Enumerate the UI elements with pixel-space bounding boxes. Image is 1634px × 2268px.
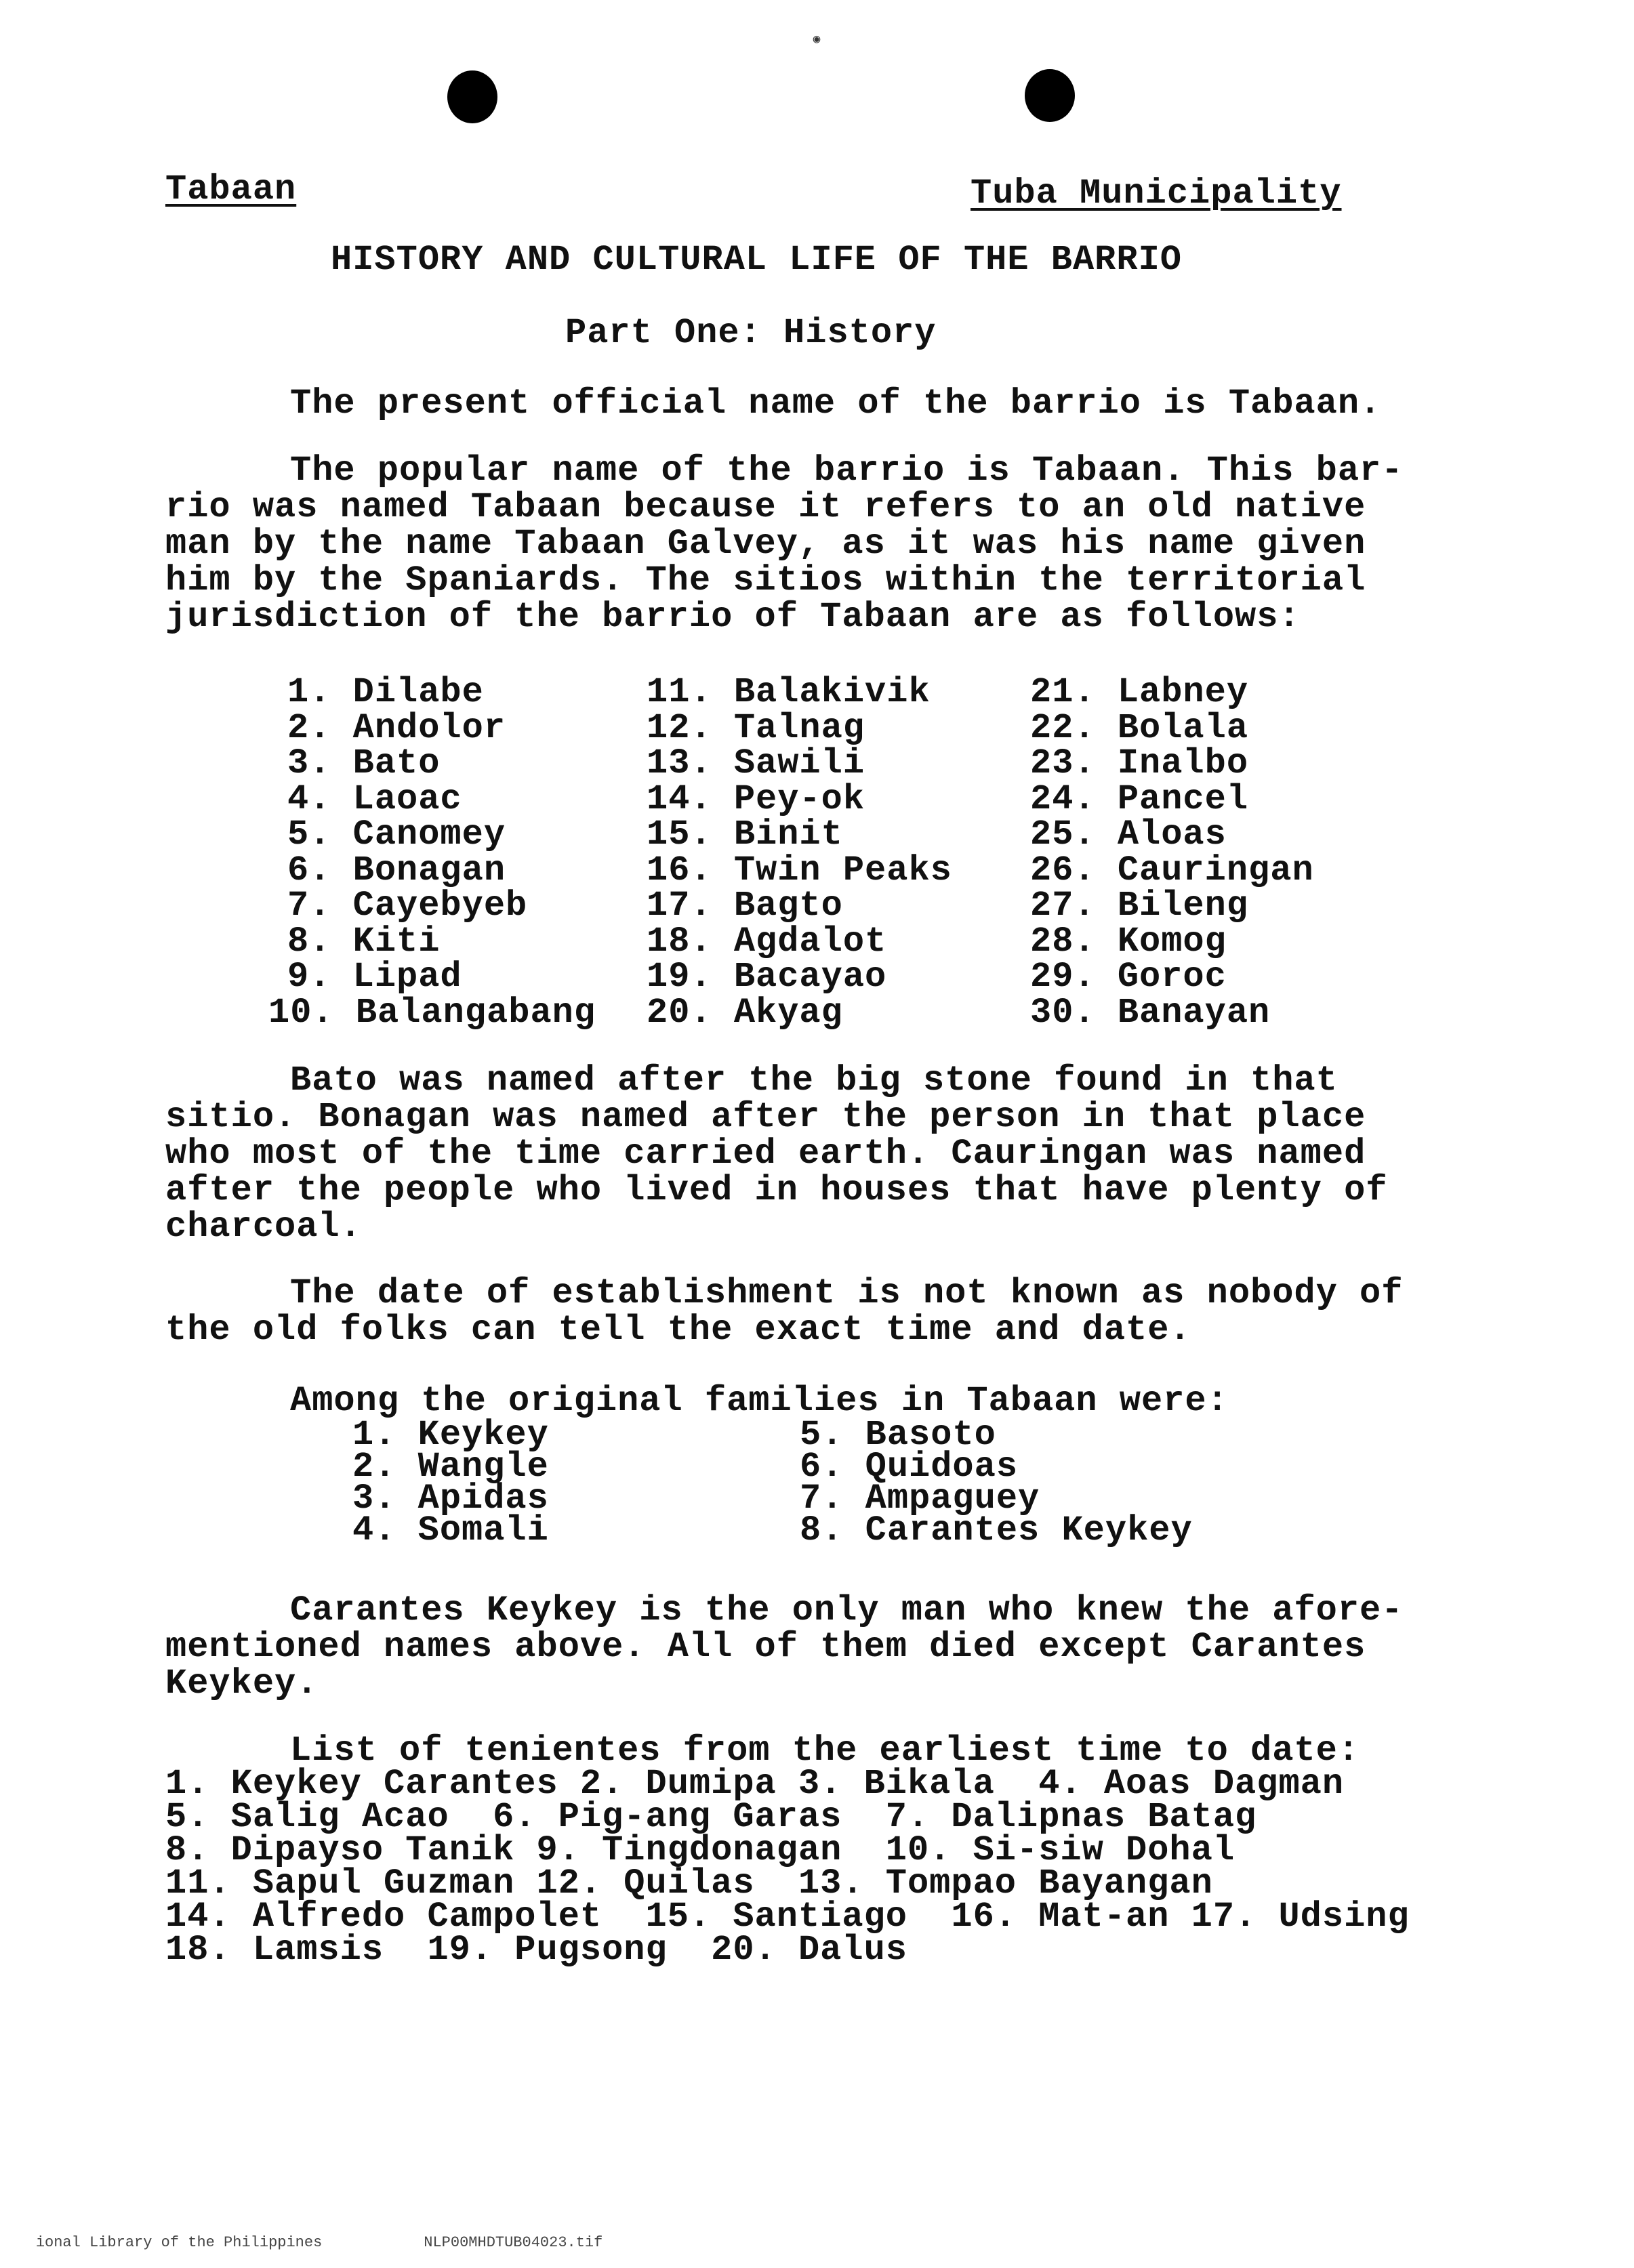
establishment-paragraph xyxy=(165,1275,1403,1348)
paragraph-line: sitio. Bonagan was named after the person in that place xyxy=(165,1097,1366,1137)
list-item: 9. Lipad xyxy=(287,957,462,997)
list-item: 3. Apidas xyxy=(352,1479,549,1519)
list-line: 18. Lamsis 19. Pugsong 20. Dalus xyxy=(165,1930,907,1970)
header-municipality: Tuba Municipality xyxy=(971,173,1342,213)
paragraph-line: The date of establishment is not known as nobody of xyxy=(290,1273,1404,1313)
list-item: 6. Bonagan xyxy=(287,850,506,890)
section-heading: Part One: History xyxy=(565,313,937,353)
paragraph-line: Bato was named after the big stone found in that xyxy=(290,1060,1338,1100)
paragraph-line: man by the name Tabaan Galvey, as it was his name given xyxy=(165,524,1366,564)
list-item: 12. Talnag xyxy=(647,707,865,748)
archive-footer xyxy=(0,2217,704,2268)
list-item: 7. Cayebyeb xyxy=(287,886,528,926)
list-item: 8. Carantes Keykey xyxy=(800,1510,1193,1550)
tenientes-list xyxy=(165,1764,1410,1970)
paragraph-line: the old folks can tell the exact time and date. xyxy=(165,1310,1191,1350)
families-list-column-1 xyxy=(352,1415,549,1550)
list-item: 19. Bacayao xyxy=(647,957,887,997)
list-item: 11. Balakivik xyxy=(647,672,931,712)
list-item: 26. Cauringan xyxy=(1030,850,1314,890)
paragraph-line: Carantes Keykey is the only man who knew the afore- xyxy=(290,1590,1404,1630)
paragraph-line: charcoal. xyxy=(165,1207,362,1247)
list-item: 28. Komog xyxy=(1030,921,1227,962)
list-item: 7. Ampaguey xyxy=(800,1479,1040,1519)
list-item: 23. Inalbo xyxy=(1030,743,1249,783)
list-item: 30. Banayan xyxy=(1030,992,1271,1033)
tenientes-intro: List of tenientes from the earliest time to date: xyxy=(290,1731,1360,1771)
list-item: 17. Bagto xyxy=(647,886,843,926)
paragraph-line: jurisdiction of the barrio of Tabaan are as follows: xyxy=(165,597,1301,637)
list-item: 4. Somali xyxy=(352,1510,549,1550)
list-item: 20. Akyag xyxy=(647,992,843,1033)
list-item: 13. Sawili xyxy=(647,743,865,783)
paragraph-line: The popular name of the barrio is Tabaan. This bar- xyxy=(290,451,1404,491)
list-line: 5. Salig Acao 6. Pig-ang Garas 7. Dalipnas Batag xyxy=(165,1797,1257,1837)
list-item: 1. Keykey xyxy=(352,1415,549,1455)
list-item: 5. Canomey xyxy=(287,815,506,854)
punch-hole-left xyxy=(447,70,497,123)
sitios-list-column-2 xyxy=(647,672,952,1033)
families-intro: Among the original families in Tabaan were: xyxy=(290,1381,1229,1421)
stamp-mark-icon: ◉ xyxy=(813,33,821,47)
official-name-paragraph: The present official name of the barrio is Tabaan. xyxy=(290,384,1382,424)
carantes-paragraph xyxy=(165,1592,1403,1702)
paragraph-line: who most of the time carried earth. Cauringan was named xyxy=(165,1134,1366,1174)
list-item: 8. Kiti xyxy=(287,921,441,962)
footer-file-id: NLP00MHDTUB04023.tif xyxy=(424,2234,603,2251)
popular-name-paragraph xyxy=(165,453,1403,636)
list-item: 18. Agdalot xyxy=(647,921,887,962)
list-line: 1. Keykey Carantes 2. Dumipa 3. Bikala 4. Aoas Dagman xyxy=(165,1764,1345,1804)
list-item: 10. Balangabang xyxy=(268,992,596,1033)
sitios-list-column-3 xyxy=(1030,672,1314,1033)
list-item: 27. Bileng xyxy=(1030,886,1249,926)
list-item: 5. Basoto xyxy=(800,1415,996,1455)
list-item: 2. Andolor xyxy=(287,707,506,748)
list-line: 8. Dipayso Tanik 9. Tingdonagan 10. Si-siw Dohal xyxy=(165,1830,1235,1870)
list-line: 14. Alfredo Campolet 15. Santiago 16. Mat-an 17. Udsing xyxy=(165,1897,1410,1937)
paragraph-line: rio was named Tabaan because it refers to an old native xyxy=(165,487,1366,527)
families-list-column-2 xyxy=(800,1415,1193,1550)
punch-hole-right xyxy=(1025,69,1075,122)
list-item: 29. Goroc xyxy=(1030,957,1227,997)
document-title: HISTORY AND CULTURAL LIFE OF THE BARRIO xyxy=(331,240,1182,280)
list-item: 22. Bolala xyxy=(1030,707,1249,748)
names-explained-paragraph xyxy=(165,1060,1388,1247)
list-item: 15. Binit xyxy=(647,815,843,854)
paragraph-line: after the people who lived in houses that have plenty of xyxy=(165,1170,1388,1210)
sitios-list-column-1 xyxy=(268,672,596,1033)
list-item: 2. Wangle xyxy=(352,1447,549,1487)
list-item: 4. Laoac xyxy=(287,779,462,819)
list-item: 24. Pancel xyxy=(1030,779,1249,819)
list-item: 14. Pey-ok xyxy=(647,779,865,819)
list-item: 21. Labney xyxy=(1030,672,1249,712)
header-barrio-name: Tabaan xyxy=(165,169,297,209)
paragraph-line: mentioned names above. All of them died except Carantes xyxy=(165,1627,1366,1667)
list-item: 16. Twin Peaks xyxy=(647,850,952,890)
list-item: 1. Dilabe xyxy=(287,672,484,712)
list-item: 3. Bato xyxy=(287,743,441,783)
list-line: 11. Sapul Guzman 12. Quilas 13. Tompao Bayangan xyxy=(165,1863,1213,1903)
footer-archive-label: ional Library of the Philippines xyxy=(35,2234,323,2251)
list-item: 25. Aloas xyxy=(1030,815,1227,854)
list-item: 6. Quidoas xyxy=(800,1447,1019,1487)
paragraph-line: him by the Spaniards. The sitios within the territorial xyxy=(165,560,1366,600)
paragraph-line: Keykey. xyxy=(165,1664,319,1704)
